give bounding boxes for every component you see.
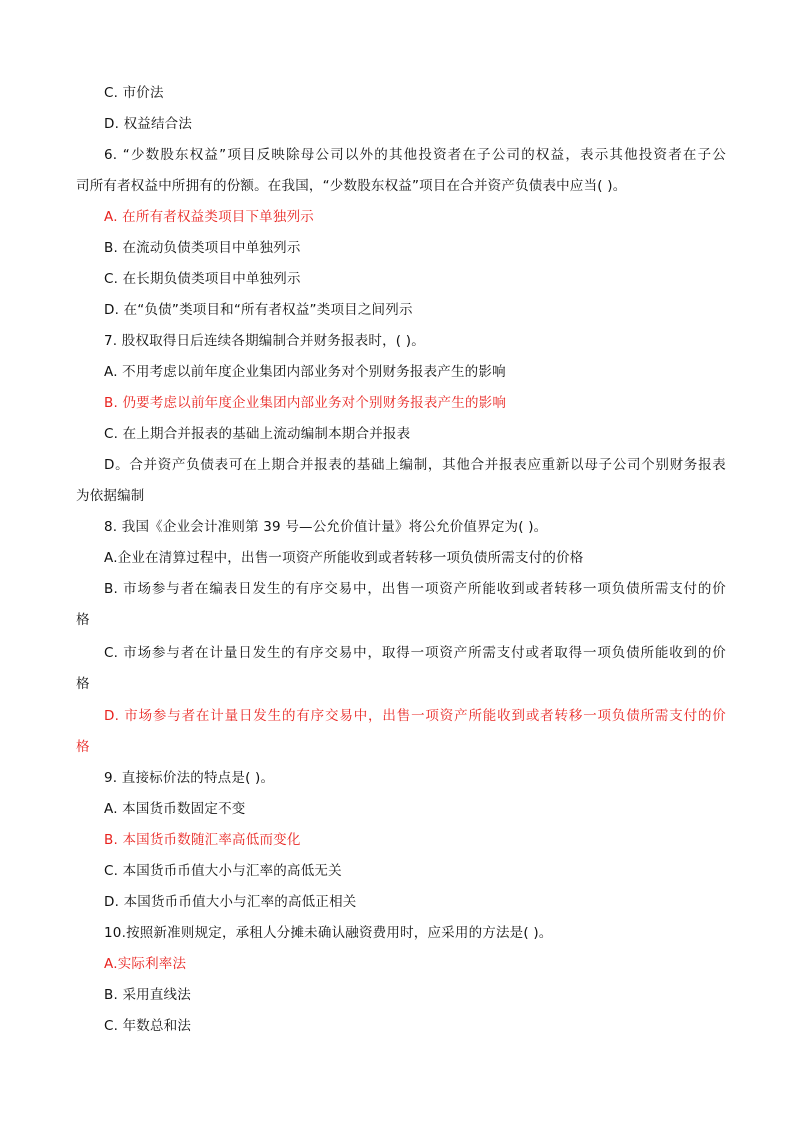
q8-option-b-line-2: 格 <box>76 612 90 628</box>
question-6-line-2: 司所有者权益中所拥有的份额。在我国，“少数股东权益”项目在合并资产负债表中应当( )。 <box>76 178 627 194</box>
q8-option-c-line-1: C. 市场参与者在计量日发生的有序交易中，取得一项资产所需支付或者取得一项负债所能收到的价 <box>104 645 726 661</box>
question-8: 8. 我国《企业会计准则第 39 号—公允价值计量》将公允价值界定为( )。 <box>104 519 548 535</box>
q8-option-a: A.企业在清算过程中，出售一项资产所能收到或者转移一项负债所需支付的价格 <box>104 550 584 566</box>
q10-option-b: B. 采用直线法 <box>104 987 191 1003</box>
q10-option-a-answer: A.实际利率法 <box>104 956 187 972</box>
q7-option-b-answer: B. 仍要考虑以前年度企业集团内部业务对个别财务报表产生的影响 <box>104 395 507 411</box>
option-c-market-price: C. 市价法 <box>104 85 164 101</box>
q6-option-b: B. 在流动负债类项目中单独列示 <box>104 240 301 256</box>
q9-option-a: A. 本国货币数固定不变 <box>104 801 246 817</box>
q8-option-d-answer-line-2: 格 <box>76 739 90 755</box>
q7-option-d-line-2: 为依据编制 <box>76 488 145 504</box>
q7-option-a: A. 不用考虑以前年度企业集团内部业务对个别财务报表产生的影响 <box>104 364 506 380</box>
question-7: 7. 股权取得日后连续各期编制合并财务报表时，( )。 <box>104 333 425 349</box>
question-10: 10.按照新准则规定，承租人分摊未确认融资费用时，应采用的方法是( )。 <box>104 925 553 941</box>
q9-option-c: C. 本国货币币值大小与汇率的高低无关 <box>104 863 342 879</box>
option-d-pooling: D. 权益结合法 <box>104 116 193 132</box>
q6-option-a-answer: A. 在所有者权益类项目下单独列示 <box>104 209 314 225</box>
q8-option-d-answer-line-1: D. 市场参与者在计量日发生的有序交易中，出售一项资产所能收到或者转移一项负债所需支付的价 <box>104 708 726 724</box>
question-6-line-1: 6. “少数股东权益”项目反映除母公司以外的其他投资者在子公司的权益，表示其他投资者在子公 <box>104 147 726 163</box>
question-9: 9. 直接标价法的特点是( )。 <box>104 770 275 786</box>
q9-option-b-answer: B. 本国货币数随汇率高低而变化 <box>104 832 301 848</box>
q9-option-d: D. 本国货币币值大小与汇率的高低正相关 <box>104 894 357 910</box>
q7-option-d-line-1: D。合并资产负债表可在上期合并报表的基础上编制，其他合并报表应重新以母子公司个别财务报表 <box>104 457 726 473</box>
q6-option-d: D. 在“负债”类项目和“所有者权益”类项目之间列示 <box>104 302 413 318</box>
q6-option-c: C. 在长期负债类项目中单独列示 <box>104 271 301 287</box>
q8-option-b-line-1: B. 市场参与者在编表日发生的有序交易中，出售一项资产所能收到或者转移一项负债所需支付的价 <box>104 581 726 597</box>
q10-option-c: C. 年数总和法 <box>104 1018 192 1034</box>
q7-option-c: C. 在上期合并报表的基础上流动编制本期合并报表 <box>104 426 411 442</box>
q8-option-c-line-2: 格 <box>76 676 90 692</box>
